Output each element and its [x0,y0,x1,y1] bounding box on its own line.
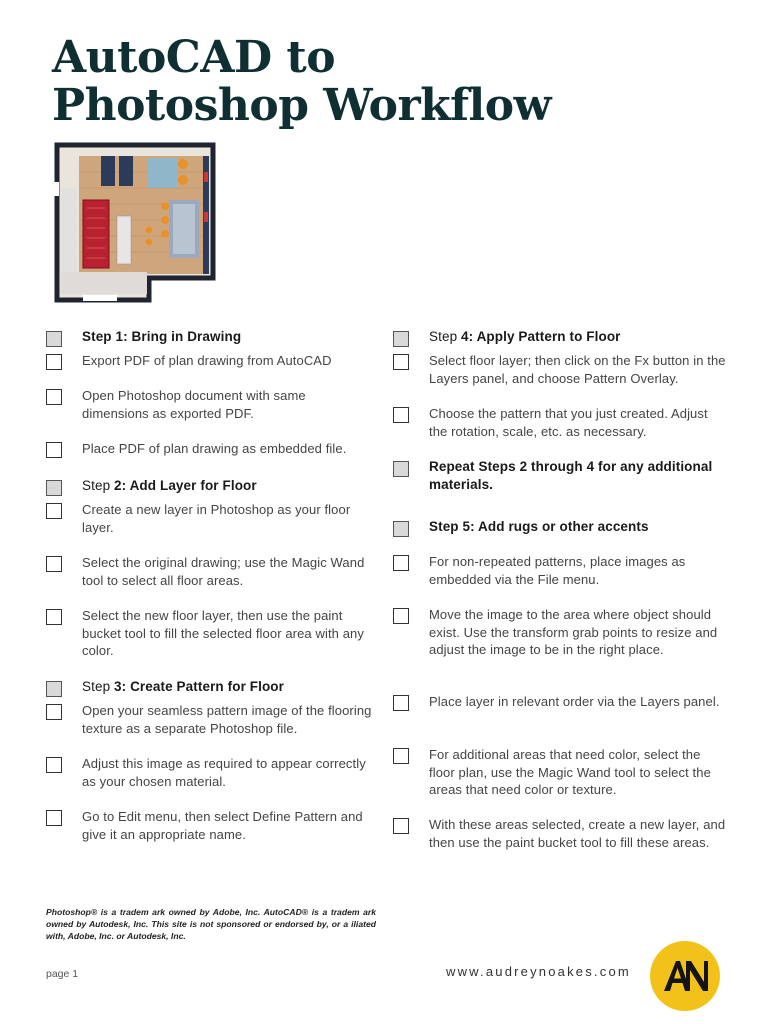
checklist-item [46,440,376,477]
item-text: Go to Edit menu, then select Define Pattern and give it an appropriate name. [82,809,363,842]
checkbox[interactable] [46,810,62,826]
checkbox[interactable] [393,695,409,711]
checkbox[interactable] [46,442,62,458]
checkbox[interactable] [46,354,62,370]
step-4-header [393,328,728,352]
checklist-item [46,352,376,387]
item-text: Create a new layer in Photoshop as your floor layer. [82,502,351,535]
checklist-item [46,387,376,440]
title-line-2: Photoshop Workflow [52,80,551,131]
page-number: page 1 [46,968,79,980]
step-3-header [46,678,376,702]
item-text: For non-repeated patterns, place images as embedded via the File menu. [429,554,686,587]
left-checklist [46,328,376,848]
checkbox[interactable] [46,480,62,496]
item-text: Adjust this image as required to appear correctly as your chosen material. [82,756,366,789]
checkbox[interactable] [393,407,409,423]
checklist-item [46,755,376,808]
checklist-item [393,405,728,458]
checkbox[interactable] [393,521,409,537]
step-label: 2: Add Layer for Floor [114,478,257,493]
checkbox[interactable] [46,681,62,697]
an-monogram-icon [650,941,720,1011]
checkbox[interactable] [393,818,409,834]
step-label-prefix: Step [429,329,462,344]
checklist-item [393,693,728,746]
step-label-prefix: Step [82,478,115,493]
checklist-item [46,607,376,678]
item-text: Select the new floor layer, then use the paint bucket tool to fill the selected floor area with any color. [82,608,364,658]
item-text: Place layer in relevant order via the Layers panel. [429,694,720,709]
checklist-item [393,746,728,816]
step-label: 4: Apply Pattern to Floor [461,329,621,344]
brand-logo [650,941,720,1011]
step-label: 3: Create Pattern for Floor [114,679,285,694]
item-text: For additional areas that need color, select the floor plan, use the Magic Wand tool to select the areas that need color or texture. [429,747,711,797]
checkbox[interactable] [393,331,409,347]
step-1-header [46,328,376,352]
item-text: Open your seamless pattern image of the flooring texture as a separate Photoshop file. [82,703,372,736]
item-text: Move the image to the area where object should exist. Use the transform grab points to resize and adjust the image to be in the right place. [429,607,718,657]
checklist-item [393,352,728,405]
step-label: Repeat Steps 2 through 4 for any additional materials. [429,459,713,492]
checkbox[interactable] [393,461,409,477]
checkbox[interactable] [393,748,409,764]
trademark-disclaimer: Photoshop® is a tradem ark owned by Adobe, Inc. AutoCAD® is a tradem ark owned by Autodesk, Inc. This site is not sponsored or endorsed by, or a iliated with, Adobe, Inc. or Autodesk, Inc. [46,907,376,941]
checklist-item [46,501,376,554]
step-label: Step 5: Add rugs or other accents [429,519,649,534]
step-5-header [393,518,728,553]
floor-plan-image [53,142,217,306]
item-text: Choose the pattern that you just created. Adjust the rotation, scale, etc. as necessary. [429,406,708,439]
step-label: Step 1: Bring in Drawing [82,329,242,344]
title-line-1: AutoCAD to [52,32,336,83]
checklist-item [46,808,376,848]
checkbox[interactable] [46,757,62,773]
checkbox[interactable] [46,704,62,720]
checkbox[interactable] [46,389,62,405]
website-link[interactable]: www.audreynoakes.com [446,964,631,979]
checklist-item [46,554,376,607]
item-text: Open Photoshop document with same dimensions as exported PDF. [82,388,306,421]
checkbox[interactable] [46,331,62,347]
checkbox[interactable] [393,555,409,571]
item-text: Select the original drawing; use the Magic Wand tool to select all floor areas. [82,555,365,588]
right-checklist [393,328,728,869]
item-text: Place PDF of plan drawing as embedded file. [82,441,347,456]
checklist-item [393,816,728,869]
page-title [52,34,551,130]
checklist-item [393,553,728,606]
checkbox[interactable] [393,354,409,370]
checklist-item [393,606,728,693]
repeat-steps-header [393,458,728,518]
checkbox[interactable] [46,609,62,625]
item-text: Select floor layer; then click on the Fx button in the Layers panel, and choose Pattern Overlay. [429,353,726,386]
item-text: Export PDF of plan drawing from AutoCAD [82,353,332,368]
checklist-item [46,702,376,755]
item-text: With these areas selected, create a new layer, and then use the paint bucket tool to fill these areas. [429,817,726,850]
checkbox[interactable] [46,556,62,572]
step-label-prefix: Step [82,679,115,694]
checkbox[interactable] [393,608,409,624]
checkbox[interactable] [46,503,62,519]
step-2-header [46,477,376,501]
